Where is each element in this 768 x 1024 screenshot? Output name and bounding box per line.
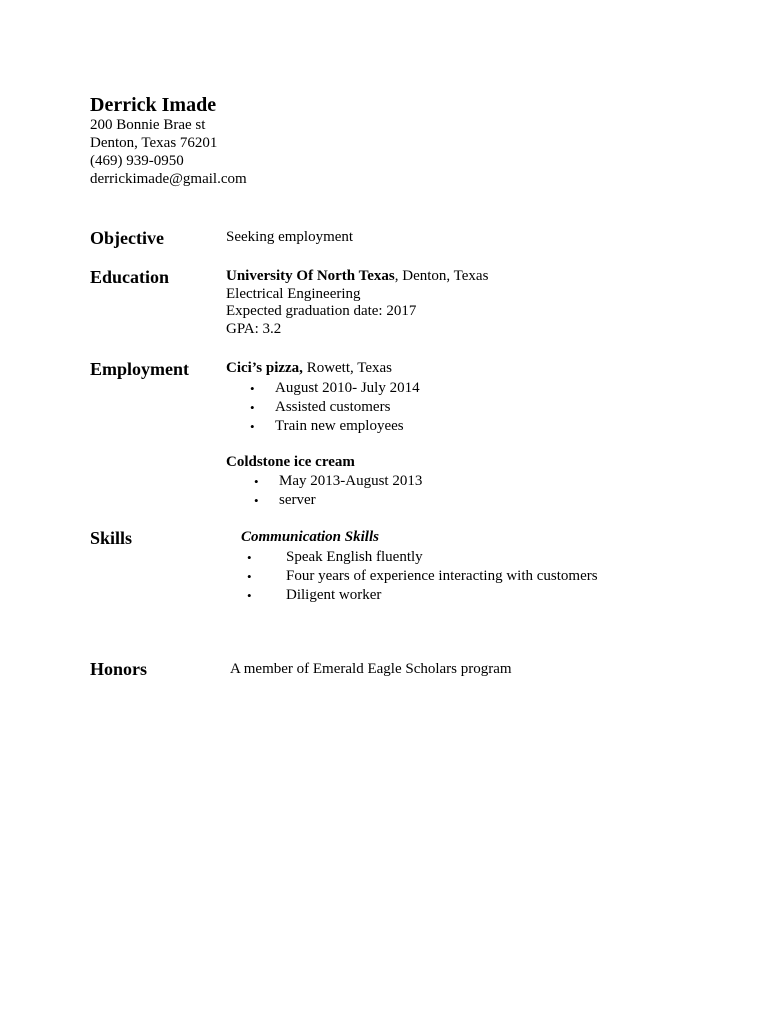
bullet-icon: • xyxy=(254,493,259,508)
job-1-title xyxy=(226,360,392,378)
objective-heading: Objective xyxy=(90,228,164,248)
employment-heading: Employment xyxy=(90,359,189,379)
school-location: , Denton, Texas xyxy=(394,268,489,284)
job-1-location: Rowett, Texas xyxy=(302,360,393,376)
honors-text: A member of Emerald Eagle Scholars program xyxy=(230,661,512,677)
education-major: Electrical Engineering xyxy=(226,286,361,302)
education-gpa: GPA: 3.2 xyxy=(226,321,282,337)
list-item: • server xyxy=(254,492,316,508)
list-item: • August 2010- July 2014 xyxy=(250,380,420,396)
email-address: derrickimade@gmail.com xyxy=(90,171,247,187)
bullet-icon: • xyxy=(250,419,255,434)
education-heading: Education xyxy=(90,267,170,287)
list-item: • Train new employees xyxy=(250,418,404,434)
list-item: • Four years of experience interacting with customers xyxy=(247,568,598,584)
resume-name: Derrick Imade xyxy=(90,94,217,116)
list-item: • Speak English fluently xyxy=(247,549,423,565)
list-item: • Assisted customers xyxy=(250,399,391,415)
bullet-icon: • xyxy=(247,569,252,584)
skills-heading: Skills xyxy=(90,528,133,548)
education-school-line xyxy=(226,268,488,286)
address-line-1: 200 Bonnie Brae st xyxy=(90,117,206,133)
address-line-2: Denton, Texas 76201 xyxy=(90,135,218,151)
job-1-bullets xyxy=(250,379,420,436)
bullet-icon: • xyxy=(250,381,255,396)
bullet-icon: • xyxy=(250,400,255,415)
skills-bullets xyxy=(247,548,598,605)
phone-number: (469) 939-0950 xyxy=(90,153,184,169)
education-graduation: Expected graduation date: 2017 xyxy=(226,303,417,319)
objective-text: Seeking employment xyxy=(226,229,354,245)
job-2-bullets xyxy=(254,472,422,510)
bullet-icon: • xyxy=(247,588,252,603)
honors-heading: Honors xyxy=(90,659,148,679)
list-item: • Diligent worker xyxy=(247,587,382,603)
job-2-employer: Coldstone ice cream xyxy=(226,454,355,470)
school-name: University Of North Texas xyxy=(226,268,395,284)
list-item: • May 2013-August 2013 xyxy=(254,473,423,489)
bullet-icon: • xyxy=(247,550,252,565)
skills-subheading: Communication Skills xyxy=(241,529,379,545)
job-1-employer: Cici’s pizza, xyxy=(226,360,303,376)
bullet-icon: • xyxy=(254,474,259,489)
